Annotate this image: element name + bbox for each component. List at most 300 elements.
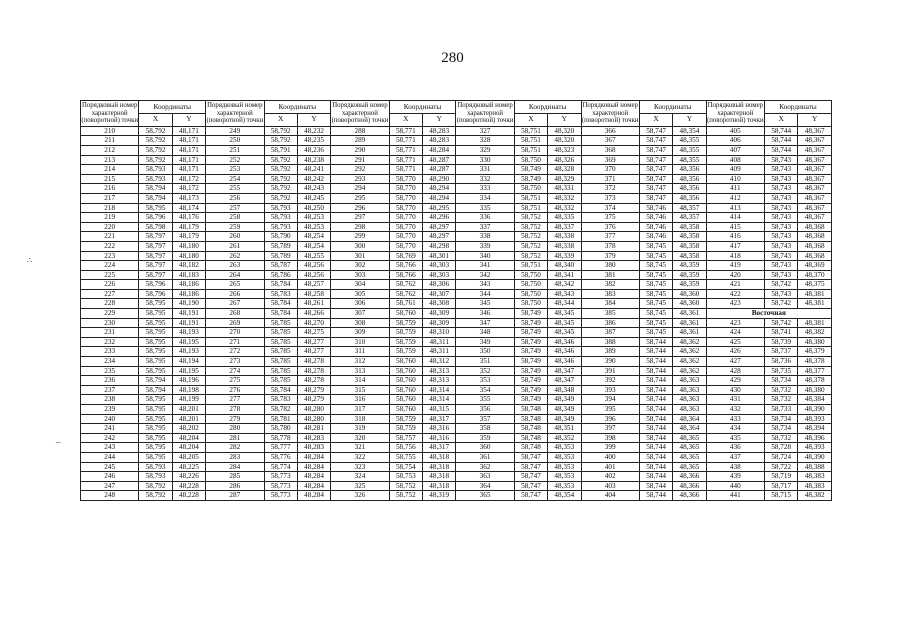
point-number-cell: 305: [331, 289, 389, 299]
y-coordinate-cell: 48,367: [798, 193, 832, 203]
x-coordinate-cell: 58,787: [264, 261, 297, 271]
point-number-cell: 428: [706, 366, 764, 376]
point-number-cell: 400: [581, 452, 639, 462]
point-number-cell: 413: [706, 203, 764, 213]
point-number-cell: 331: [456, 165, 514, 175]
table-row: [81, 357, 832, 367]
point-number-header: Порядковый номер характерной (поворотной) точки: [706, 101, 764, 127]
table-row: [81, 126, 832, 136]
y-coordinate-cell: 48,390: [798, 452, 832, 462]
point-number-cell: 312: [331, 357, 389, 367]
x-coordinate-cell: 58,785: [264, 337, 297, 347]
x-header: X: [514, 113, 547, 126]
y-coordinate-cell: 48,279: [297, 395, 330, 405]
y-coordinate-cell: 48,298: [423, 241, 456, 251]
x-coordinate-cell: 58,750: [514, 280, 547, 290]
y-coordinate-cell: 48,284: [297, 472, 330, 482]
point-number-cell: 341: [456, 261, 514, 271]
table-row: [81, 155, 832, 165]
x-coordinate-cell: 58,762: [389, 289, 422, 299]
point-number-cell: 308: [331, 318, 389, 328]
x-coordinate-cell: 58,796: [139, 289, 172, 299]
x-coordinate-cell: 58,749: [514, 385, 547, 395]
point-number-cell: 263: [206, 261, 264, 271]
x-coordinate-cell: 58,784: [264, 309, 297, 319]
y-coordinate-cell: 48,355: [673, 136, 706, 146]
y-coordinate-cell: 48,367: [798, 165, 832, 175]
point-number-cell: 236: [81, 376, 139, 386]
point-number-cell: 380: [581, 261, 639, 271]
x-coordinate-cell: 58,748: [514, 405, 547, 415]
point-number-cell: 283: [206, 452, 264, 462]
y-coordinate-cell: 48,201: [172, 405, 205, 415]
point-number-cell: 378: [581, 241, 639, 251]
y-coordinate-cell: 48,382: [798, 491, 832, 501]
point-number-cell: 402: [581, 472, 639, 482]
x-coordinate-cell: 58,743: [765, 193, 798, 203]
point-number-cell: 262: [206, 251, 264, 261]
y-coordinate-cell: 48,254: [297, 232, 330, 242]
x-coordinate-cell: 58,776: [264, 452, 297, 462]
point-number-cell: 259: [206, 222, 264, 232]
x-coordinate-cell: 58,769: [389, 251, 422, 261]
point-number-cell: 299: [331, 232, 389, 242]
point-number-cell: 361: [456, 452, 514, 462]
y-coordinate-cell: 48,314: [423, 385, 456, 395]
coordinates-header: Координаты: [639, 101, 706, 114]
coordinates-header: Координаты: [514, 101, 581, 114]
y-coordinate-cell: 48,312: [423, 357, 456, 367]
y-coordinate-cell: 48,270: [297, 318, 330, 328]
x-coordinate-cell: 58,747: [514, 481, 547, 491]
table-row: [81, 376, 832, 386]
x-coordinate-cell: 58,752: [514, 222, 547, 232]
point-number-cell: 440: [706, 481, 764, 491]
x-coordinate-cell: 58,795: [139, 424, 172, 434]
y-coordinate-cell: 48,353: [548, 462, 581, 472]
y-coordinate-cell: 48,204: [172, 443, 205, 453]
x-coordinate-cell: 58,755: [389, 452, 422, 462]
y-coordinate-cell: 48,182: [172, 261, 205, 271]
x-coordinate-cell: 58,747: [639, 136, 672, 146]
coordinates-table: [80, 100, 832, 501]
point-number-cell: 412: [706, 193, 764, 203]
y-coordinate-cell: 48,309: [423, 318, 456, 328]
header-row-1: [81, 101, 832, 114]
x-coordinate-cell: 58,786: [264, 270, 297, 280]
x-coordinate-cell: 58,751: [514, 203, 547, 213]
point-number-cell: 242: [81, 433, 139, 443]
x-coordinate-cell: 58,743: [765, 241, 798, 251]
y-coordinate-cell: 48,365: [673, 452, 706, 462]
x-coordinate-cell: 58,795: [139, 309, 172, 319]
x-coordinate-cell: 58,759: [389, 424, 422, 434]
y-coordinate-cell: 48,195: [172, 366, 205, 376]
x-coordinate-cell: 58,793: [264, 203, 297, 213]
point-number-cell: 224: [81, 261, 139, 271]
point-number-cell: 432: [706, 405, 764, 415]
y-coordinate-cell: 48,365: [673, 443, 706, 453]
y-coordinate-cell: 48,363: [673, 376, 706, 386]
x-coordinate-cell: 58,795: [139, 347, 172, 357]
y-coordinate-cell: 48,172: [172, 184, 205, 194]
x-coordinate-cell: 58,747: [639, 193, 672, 203]
x-coordinate-cell: 58,744: [639, 491, 672, 501]
y-coordinate-cell: 48,193: [172, 347, 205, 357]
x-coordinate-cell: 58,793: [139, 472, 172, 482]
point-number-cell: 397: [581, 424, 639, 434]
point-number-cell: 271: [206, 337, 264, 347]
x-coordinate-cell: 58,770: [389, 241, 422, 251]
x-coordinate-cell: 58,760: [389, 395, 422, 405]
x-coordinate-cell: 58,795: [139, 405, 172, 415]
point-number-cell: 264: [206, 270, 264, 280]
y-coordinate-cell: 48,362: [673, 357, 706, 367]
point-number-cell: 327: [456, 126, 514, 136]
point-number-cell: 393: [581, 385, 639, 395]
x-coordinate-cell: 58,749: [514, 337, 547, 347]
x-coordinate-cell: 58,745: [639, 318, 672, 328]
y-coordinate-cell: 48,198: [172, 385, 205, 395]
point-number-cell: 328: [456, 136, 514, 146]
y-coordinate-cell: 48,358: [673, 251, 706, 261]
point-number-cell: 406: [706, 136, 764, 146]
point-number-cell: 292: [331, 165, 389, 175]
x-coordinate-cell: 58,747: [514, 472, 547, 482]
point-number-cell: 368: [581, 145, 639, 155]
table-row: [81, 193, 832, 203]
point-number-cell: 419: [706, 261, 764, 271]
y-coordinate-cell: 48,256: [297, 261, 330, 271]
point-number-cell: 338: [456, 232, 514, 242]
x-coordinate-cell: 58,752: [514, 241, 547, 251]
y-coordinate-cell: 48,287: [423, 155, 456, 165]
x-coordinate-cell: 58,719: [765, 472, 798, 482]
x-coordinate-cell: 58,761: [389, 299, 422, 309]
y-coordinate-cell: 48,284: [297, 491, 330, 501]
x-coordinate-cell: 58,745: [639, 241, 672, 251]
y-header: Y: [297, 113, 330, 126]
point-number-cell: 383: [581, 289, 639, 299]
x-coordinate-cell: 58,743: [765, 289, 798, 299]
y-coordinate-cell: 48,280: [297, 405, 330, 415]
point-number-cell: 366: [581, 126, 639, 136]
point-number-cell: 280: [206, 424, 264, 434]
y-coordinate-cell: 48,378: [798, 357, 832, 367]
y-coordinate-cell: 48,365: [673, 462, 706, 472]
point-number-cell: 396: [581, 414, 639, 424]
x-coordinate-cell: 58,733: [765, 405, 798, 415]
y-coordinate-cell: 48,388: [798, 462, 832, 472]
point-number-cell: 405: [706, 126, 764, 136]
x-coordinate-cell: 58,759: [389, 347, 422, 357]
x-coordinate-cell: 58,744: [639, 472, 672, 482]
y-coordinate-cell: 48,290: [423, 174, 456, 184]
y-coordinate-cell: 48,380: [798, 385, 832, 395]
x-coordinate-cell: 58,750: [514, 155, 547, 165]
point-number-cell: 286: [206, 481, 264, 491]
y-coordinate-cell: 48,354: [673, 126, 706, 136]
point-number-cell: 246: [81, 472, 139, 482]
point-number-cell: 417: [706, 241, 764, 251]
y-coordinate-cell: 48,320: [548, 136, 581, 146]
x-coordinate-cell: 58,752: [389, 491, 422, 501]
table-row: [81, 203, 832, 213]
x-coordinate-cell: 58,757: [389, 433, 422, 443]
y-coordinate-cell: 48,347: [548, 376, 581, 386]
point-number-cell: 384: [581, 299, 639, 309]
y-coordinate-cell: 48,381: [798, 299, 832, 309]
y-coordinate-cell: 48,326: [548, 155, 581, 165]
point-number-cell: 408: [706, 155, 764, 165]
table-row: [81, 241, 832, 251]
y-coordinate-cell: 48,204: [172, 433, 205, 443]
x-coordinate-cell: 58,770: [389, 203, 422, 213]
table-row: [81, 424, 832, 434]
y-coordinate-cell: 48,287: [423, 165, 456, 175]
x-coordinate-cell: 58,766: [389, 270, 422, 280]
table-row: [81, 452, 832, 462]
point-number-cell: 307: [331, 309, 389, 319]
x-coordinate-cell: 58,746: [639, 222, 672, 232]
point-number-cell: 293: [331, 174, 389, 184]
y-coordinate-cell: 48,349: [548, 395, 581, 405]
y-coordinate-cell: 48,258: [297, 289, 330, 299]
x-coordinate-cell: 58,796: [139, 213, 172, 223]
x-coordinate-cell: 58,792: [264, 155, 297, 165]
point-number-cell: 418: [706, 251, 764, 261]
point-number-cell: 258: [206, 213, 264, 223]
x-coordinate-cell: 58,717: [765, 481, 798, 491]
y-coordinate-cell: 48,359: [673, 280, 706, 290]
x-coordinate-cell: 58,797: [139, 261, 172, 271]
y-coordinate-cell: 48,356: [673, 184, 706, 194]
y-coordinate-cell: 48,367: [798, 203, 832, 213]
y-coordinate-cell: 48,363: [673, 405, 706, 415]
y-coordinate-cell: 48,367: [798, 155, 832, 165]
point-number-cell: 436: [706, 443, 764, 453]
x-coordinate-cell: 58,780: [264, 424, 297, 434]
x-coordinate-cell: 58,793: [139, 462, 172, 472]
point-number-cell: 311: [331, 347, 389, 357]
y-coordinate-cell: 48,352: [548, 433, 581, 443]
point-number-cell: 340: [456, 251, 514, 261]
x-coordinate-cell: 58,742: [765, 299, 798, 309]
y-coordinate-cell: 48,358: [673, 241, 706, 251]
y-coordinate-cell: 48,345: [548, 328, 581, 338]
point-number-cell: 218: [81, 203, 139, 213]
point-number-header: Порядковый номер характерной (поворотной) точки: [456, 101, 514, 127]
x-coordinate-cell: 58,743: [765, 232, 798, 242]
y-coordinate-cell: 48,253: [297, 213, 330, 223]
point-number-cell: 317: [331, 405, 389, 415]
x-coordinate-cell: 58,792: [264, 174, 297, 184]
y-coordinate-cell: 48,337: [548, 222, 581, 232]
x-coordinate-cell: 58,747: [639, 174, 672, 184]
x-coordinate-cell: 58,785: [264, 376, 297, 386]
x-coordinate-cell: 58,770: [389, 232, 422, 242]
y-coordinate-cell: 48,173: [172, 193, 205, 203]
x-coordinate-cell: 58,750: [514, 184, 547, 194]
point-number-cell: 395: [581, 405, 639, 415]
y-coordinate-cell: 48,313: [423, 376, 456, 386]
y-coordinate-cell: 48,338: [548, 241, 581, 251]
point-number-cell: 388: [581, 337, 639, 347]
y-coordinate-cell: 48,283: [297, 443, 330, 453]
point-number-cell: 364: [456, 481, 514, 491]
y-coordinate-cell: 48,311: [423, 337, 456, 347]
point-number-cell: 273: [206, 357, 264, 367]
point-number-cell: 284: [206, 462, 264, 472]
coordinates-header: Координаты: [389, 101, 456, 114]
y-coordinate-cell: 48,278: [297, 376, 330, 386]
x-coordinate-cell: 58,778: [264, 433, 297, 443]
y-coordinate-cell: 48,315: [423, 405, 456, 415]
y-coordinate-cell: 48,381: [798, 318, 832, 328]
y-coordinate-cell: 48,343: [548, 289, 581, 299]
point-number-cell: 243: [81, 443, 139, 453]
x-coordinate-cell: 58,795: [139, 395, 172, 405]
table-row: [81, 136, 832, 146]
point-number-cell: 423: [706, 318, 764, 328]
point-number-cell: 261: [206, 241, 264, 251]
table-row: [81, 491, 832, 501]
x-coordinate-cell: 58,794: [139, 376, 172, 386]
y-coordinate-cell: 48,381: [798, 289, 832, 299]
x-coordinate-cell: 58,798: [139, 222, 172, 232]
table-row: [81, 299, 832, 309]
x-coordinate-cell: 58,742: [765, 280, 798, 290]
y-coordinate-cell: 48,295: [423, 203, 456, 213]
point-number-cell: 249: [206, 126, 264, 136]
point-number-cell: 268: [206, 309, 264, 319]
y-coordinate-cell: 48,196: [172, 376, 205, 386]
x-coordinate-cell: 58,734: [765, 376, 798, 386]
table-row: [81, 472, 832, 482]
y-coordinate-cell: 48,339: [548, 251, 581, 261]
x-coordinate-cell: 58,752: [514, 251, 547, 261]
point-number-cell: 304: [331, 280, 389, 290]
point-number-cell: 214: [81, 165, 139, 175]
x-coordinate-cell: 58,744: [639, 414, 672, 424]
y-coordinate-cell: 48,380: [798, 337, 832, 347]
point-number-cell: 333: [456, 184, 514, 194]
table-row: [81, 337, 832, 347]
x-coordinate-cell: 58,745: [639, 270, 672, 280]
table-row: [81, 414, 832, 424]
point-number-cell: 217: [81, 193, 139, 203]
x-coordinate-cell: 58,751: [514, 261, 547, 271]
y-coordinate-cell: 48,368: [798, 241, 832, 251]
y-coordinate-cell: 48,367: [798, 136, 832, 146]
x-coordinate-cell: 58,747: [639, 145, 672, 155]
x-coordinate-cell: 58,744: [639, 462, 672, 472]
x-coordinate-cell: 58,771: [389, 145, 422, 155]
x-coordinate-cell: 58,770: [389, 213, 422, 223]
y-coordinate-cell: 48,242: [297, 174, 330, 184]
point-number-cell: 354: [456, 385, 514, 395]
y-coordinate-cell: 48,318: [423, 452, 456, 462]
point-number-cell: 228: [81, 299, 139, 309]
x-coordinate-cell: 58,792: [264, 136, 297, 146]
point-number-cell: 303: [331, 270, 389, 280]
x-coordinate-cell: 58,744: [639, 452, 672, 462]
x-coordinate-cell: 58,789: [264, 251, 297, 261]
point-number-cell: 433: [706, 414, 764, 424]
x-coordinate-cell: 58,744: [639, 481, 672, 491]
point-number-cell: 392: [581, 376, 639, 386]
x-header: X: [139, 113, 172, 126]
x-coordinate-cell: 58,794: [139, 193, 172, 203]
margin-marks: ∴: [27, 256, 33, 265]
point-number-cell: 387: [581, 328, 639, 338]
point-number-cell: 215: [81, 174, 139, 184]
x-coordinate-cell: 58,795: [139, 328, 172, 338]
point-number-cell: 424: [706, 328, 764, 338]
x-coordinate-cell: 58,743: [765, 251, 798, 261]
table-row: [81, 251, 832, 261]
y-coordinate-cell: 48,366: [673, 491, 706, 501]
point-number-cell: 439: [706, 472, 764, 482]
point-number-cell: 373: [581, 193, 639, 203]
y-coordinate-cell: 48,243: [297, 184, 330, 194]
point-number-cell: 235: [81, 366, 139, 376]
y-coordinate-cell: 48,301: [423, 251, 456, 261]
y-coordinate-cell: 48,378: [798, 376, 832, 386]
x-coordinate-cell: 58,792: [264, 184, 297, 194]
table-row: [81, 385, 832, 395]
x-header: X: [389, 113, 422, 126]
y-coordinate-cell: 48,307: [423, 289, 456, 299]
x-coordinate-cell: 58,792: [139, 145, 172, 155]
y-coordinate-cell: 48,171: [172, 155, 205, 165]
table-row: [81, 165, 832, 175]
y-coordinate-cell: 48,353: [548, 443, 581, 453]
point-number-cell: 414: [706, 213, 764, 223]
y-coordinate-cell: 48,186: [172, 280, 205, 290]
point-number-cell: 351: [456, 357, 514, 367]
y-coordinate-cell: 48,296: [423, 213, 456, 223]
y-coordinate-cell: 48,191: [172, 318, 205, 328]
y-coordinate-cell: 48,171: [172, 136, 205, 146]
x-coordinate-cell: 58,744: [639, 347, 672, 357]
x-coordinate-cell: 58,771: [389, 136, 422, 146]
x-coordinate-cell: 58,793: [139, 174, 172, 184]
y-coordinate-cell: 48,394: [798, 424, 832, 434]
x-coordinate-cell: 58,728: [765, 443, 798, 453]
x-coordinate-cell: 58,732: [765, 395, 798, 405]
point-number-cell: 244: [81, 452, 139, 462]
x-coordinate-cell: 58,750: [514, 289, 547, 299]
point-number-cell: 382: [581, 280, 639, 290]
point-number-cell: 437: [706, 452, 764, 462]
point-number-cell: 352: [456, 366, 514, 376]
point-number-cell: 267: [206, 299, 264, 309]
x-coordinate-cell: 58,724: [765, 452, 798, 462]
y-coordinate-cell: 48,179: [172, 222, 205, 232]
x-coordinate-cell: 58,770: [389, 184, 422, 194]
point-number-cell: 356: [456, 405, 514, 415]
y-coordinate-cell: 48,367: [798, 213, 832, 223]
point-number-cell: 212: [81, 145, 139, 155]
table-row: [81, 433, 832, 443]
y-coordinate-cell: 48,351: [548, 424, 581, 434]
x-coordinate-cell: 58,747: [639, 155, 672, 165]
x-coordinate-cell: 58,785: [264, 357, 297, 367]
point-number-cell: 369: [581, 155, 639, 165]
x-coordinate-cell: 58,743: [765, 155, 798, 165]
y-coordinate-cell: 48,261: [297, 299, 330, 309]
